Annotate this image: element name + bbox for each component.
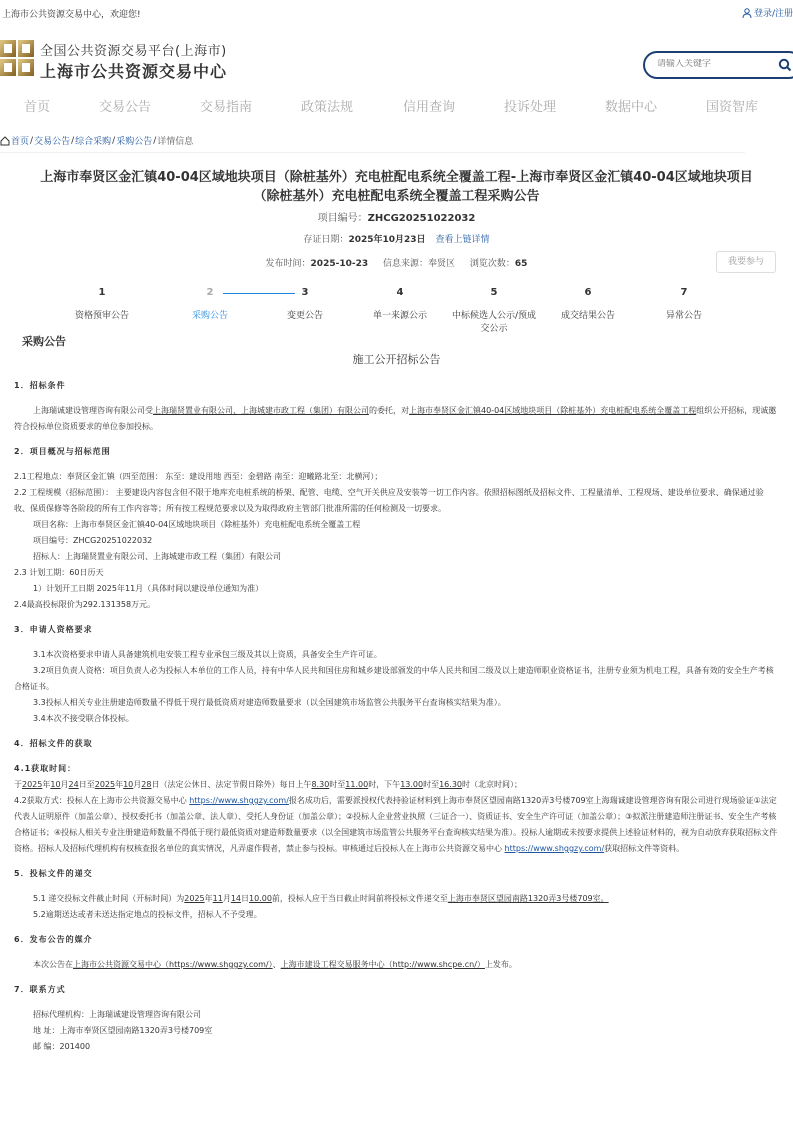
step-number: 4 (396, 287, 404, 298)
paragraph: 1）计划开工日期 2025年11月（具体时间以建设单位通知为准） (33, 584, 264, 593)
nav-trade-guide[interactable]: 交易指南 (200, 100, 253, 115)
breadcrumb-purchase-notice[interactable]: 采购公告 (116, 137, 153, 147)
step-label: 中标候选人公示/预成交公示 (451, 311, 537, 334)
nav-data-center[interactable]: 数据中心 (605, 100, 658, 115)
project-number (0, 209, 793, 224)
step-4[interactable] (360, 287, 440, 323)
shcpe-media-link[interactable]: 上海市建设工程交易服务中心（http://www.shcpe.cn/） (280, 960, 485, 969)
nav-complaints[interactable]: 投诉处理 (504, 100, 557, 115)
paragraph: 2.1工程地点：奉贤区金汇镇（四至范围： 东至：建设用地 西至：金碧路 南至：迎曦路北至：北横河）； (14, 472, 383, 481)
paragraph: 项目编号：ZHCG20251022032 (33, 536, 153, 545)
cert-label: 存证日期： (303, 235, 349, 245)
breadcrumb-separator: / (30, 135, 34, 146)
step-label: 成交结果公告 (560, 311, 615, 321)
step-number: 2 (206, 287, 214, 298)
step-number: 5 (490, 287, 498, 298)
text: 的委托，对 (369, 406, 409, 415)
section-heading: 2．项目概况与招标范围 (14, 447, 111, 456)
step-number: 6 (584, 287, 592, 298)
breadcrumb-home[interactable]: 首页 (11, 137, 30, 147)
section-heading: 1．招标条件 (14, 381, 66, 390)
home-icon (0, 136, 10, 146)
section-heading: 7．联系方式 (14, 985, 66, 994)
breadcrumb-current: 详情信息 (157, 137, 194, 147)
search-input[interactable] (657, 59, 767, 69)
contact-agent: 招标代理机构：上海瑞诚建设管理咨询有限公司 (33, 1010, 201, 1019)
paragraph: 2.2 工程规模（招标范围）： 主要建设内容包含但不限于地库充电桩系统的桥架、配管、电缆、空气开关供应及安装等一切工作内容。依照招标图纸及招标文件、工程量清单、工程现场、建设单位要求、确保通过验收、保质保修等各阶段的所有工作内容等；所有按工程规范要求以及为取得政府主管部门批准所需的任何检测及一切要求。 (14, 488, 764, 513)
step-label: 资格预审公告 (74, 311, 129, 321)
main-nav (0, 96, 793, 118)
views-label: 浏览次数： (469, 259, 515, 269)
logo-icon (0, 40, 34, 76)
welcome-text: 上海市公共资源交易中心，欢迎您! (2, 10, 141, 20)
contact-address: 地 址：上海市奉贤区望园南路1320弄3号楼709室 (33, 1026, 213, 1035)
notice-body (14, 378, 779, 1055)
step-2[interactable] (170, 287, 250, 323)
nav-credit[interactable]: 信用查询 (403, 100, 456, 115)
step-number: 1 (98, 287, 106, 298)
section-heading: 3．申请人资格要求 (14, 625, 93, 634)
owner-name: 上海瑞贤置业有限公司、上海城建市政工程（集团）有限公司 (153, 406, 369, 415)
meta-info (0, 256, 793, 269)
publish-label: 发布时间： (265, 259, 311, 269)
breadcrumb-procurement[interactable]: 综合采购 (75, 137, 112, 147)
step-label: 异常公告 (665, 311, 702, 321)
source-label: 信息来源： (383, 259, 429, 269)
paragraph: 本次公告在上海市公共资源交易中心（https://www.shggzy.com/）、上海市建设工程交易服务中心（http://www.shcpe.cn/）上发布。 (33, 960, 517, 969)
search-box (643, 51, 793, 79)
breadcrumb-separator: / (71, 135, 75, 146)
step-1[interactable] (62, 287, 142, 323)
paragraph: 5.2逾期送达或者未送达指定地点的投标文件，招标人不予受理。 (33, 910, 262, 919)
user-icon (742, 8, 752, 18)
section-heading: 6．发布公告的媒介 (14, 935, 93, 944)
publish-date: 2025-10-23 (310, 259, 369, 269)
project-name: 上海市奉贤区金汇镇40-04区域地块项目（除桩基外）充电桩配电系统全覆盖工程 (409, 406, 697, 415)
paragraph: 2.4最高投标限价为292.131358万元。 (14, 600, 156, 609)
text: 上海瑞诚建设管理咨询有限公司受 (33, 406, 153, 415)
breadcrumb (0, 134, 193, 147)
login-label[interactable]: 登录/注册 (753, 9, 793, 19)
cert-date: 2025年10月23日 (348, 235, 426, 245)
step-6[interactable] (548, 287, 628, 323)
search-icon[interactable] (778, 58, 792, 72)
sub-heading: 4.1获取时间： (14, 764, 77, 773)
shggzy-media-link[interactable]: 上海市公共资源交易中心（https://www.shggzy.com/） (73, 960, 273, 969)
login-link[interactable] (742, 6, 793, 19)
shggzy-link[interactable]: https://www.shggzy.com/ (504, 844, 605, 853)
section-tab: 采购公告 (22, 335, 66, 348)
join-button[interactable]: 我要参与 (716, 251, 776, 273)
step-label: 单一来源公示 (372, 311, 427, 321)
paragraph: 3.1本次资格要求申请人具备建筑机电安装工程专业承包三级及其以上资质，具备安全生产许可证。 (33, 650, 382, 659)
chain-detail-link[interactable]: 查看上链详情 (435, 235, 490, 245)
step-number: 3 (301, 287, 309, 298)
paragraph: 5.1 递交投标文件截止时间（开标时间）为2025年11月14日10.00前，投标人应于当日截止时间前将投标文件递交至上海市奉贤区望园南路1320弄3号楼709室。 (33, 894, 609, 903)
paragraph: 于2025年10月24日至2025年10月28日（法定公休日、法定节假日除外）每日上午8.30时至11.00时，下午13.00时至16.30时（北京时间）； (14, 780, 522, 789)
nav-policy[interactable]: 政策法规 (301, 100, 354, 115)
divider (0, 152, 745, 153)
text: 组织公开招标，现诚邀符合投标单位资质要求的单位参加投标。 (14, 406, 777, 431)
paragraph: 项目名称：上海市奉贤区金汇镇40-04区域地块项目（除桩基外）充电桩配电系统全覆盖工程 (33, 520, 361, 529)
contact-zip: 邮 编：201400 (33, 1042, 91, 1051)
paragraph: 3.2项目负责人资格：项目负责人必为投标人本单位的工作人员，持有中华人民共和国住房和城乡建设部颁发的中华人民共和国二级及以上建造师职业资格证书，注册专业须为机电工程，具备有效的安全生产考核合格证书。 (14, 666, 774, 691)
breadcrumb-separator: / (153, 135, 157, 146)
doc-title: 施工公开招标公告 (352, 353, 441, 366)
page-title: 上海市奉贤区金汇镇40-04区域地块项目（除桩基外）充电桩配电系统全覆盖工程-上海市奉贤区金汇镇40-04区域地块项目（除桩基外）充电桩配电系统全覆盖工程采购公告 (40, 170, 753, 204)
step-7[interactable] (644, 287, 724, 323)
nav-trade-notices[interactable]: 交易公告 (99, 100, 152, 115)
source-value: 奉贤区 (428, 259, 456, 269)
project-number-value: ZHCG20251022032 (367, 213, 476, 224)
step-label: 变更公告 (286, 311, 323, 321)
paragraph: 2.3 计划工期：60日历天 (14, 568, 104, 577)
paragraph: 3.4本次不接受联合体投标。 (33, 714, 134, 723)
section-heading: 5．投标文件的递交 (14, 869, 93, 878)
paragraph (14, 403, 779, 435)
paragraph: 4.2获取方式：投标人在上海市公共资源交易中心 https://www.shggzy.com/报名成功后，需要派授权代表持验证材料到上海市奉贤区望园南路1320弄3号楼709室上海瑞诚建设管理咨询有限公司进行现场验证①法定代表人证明原件（加盖公章）、授权委托书（加盖公章、法人章）、受托人身份证（加盖公章）；②投标人企业营业执照（三证合一）、资质证书、安全生产许可证（加盖公章）；③拟派注册建造师注册证书、安全生产考核合格证书；④投标人相关专业注册建造师数量不得低于现行最低资质对建造师数量要求（以全国建筑市场监管公共服务平台查询核实结果为准）。投标人逾期或未按要求提供上述验证材料的，视为自动放弃获取招标文件资格。招标人及招标代理机构有权核查报名单位的真实情况，凡弄虚作假者，禁止参与投标。审核通过后投标人在上海市公共资源交易中心 https://www.shggzy.com/获取招标文件等资料。 (14, 796, 778, 853)
project-number-label: 项目编号： (317, 213, 368, 224)
paragraph: 招标人：上海瑞贤置业有限公司、上海城建市政工程（集团）有限公司 (33, 552, 281, 561)
logo-subtitle: 全国公共资源交易平台(上海市) (40, 44, 227, 59)
step-number: 7 (680, 287, 688, 298)
cert-info (0, 232, 793, 245)
process-steps (0, 287, 793, 337)
nav-home[interactable]: 首页 (24, 100, 51, 115)
step-5[interactable] (448, 287, 540, 336)
shggzy-link[interactable]: https://www.shggzy.com/ (189, 796, 289, 805)
step-3[interactable] (265, 287, 345, 323)
logo-title: 上海市公共资源交易中心 (40, 62, 228, 81)
breadcrumb-trade-notices[interactable]: 交易公告 (34, 137, 71, 147)
step-label: 采购公告 (191, 311, 228, 321)
paragraph: 3.3投标人相关专业注册建造师数量不得低于现行最低资质对建造师数量要求（以全国建筑市场监管公共服务平台查询核实结果为准）。 (33, 698, 506, 707)
breadcrumb-separator: / (112, 135, 116, 146)
nav-think-tank[interactable]: 国资智库 (706, 100, 759, 115)
section-heading: 4．招标文件的获取 (14, 739, 93, 748)
views-count: 65 (514, 259, 528, 269)
